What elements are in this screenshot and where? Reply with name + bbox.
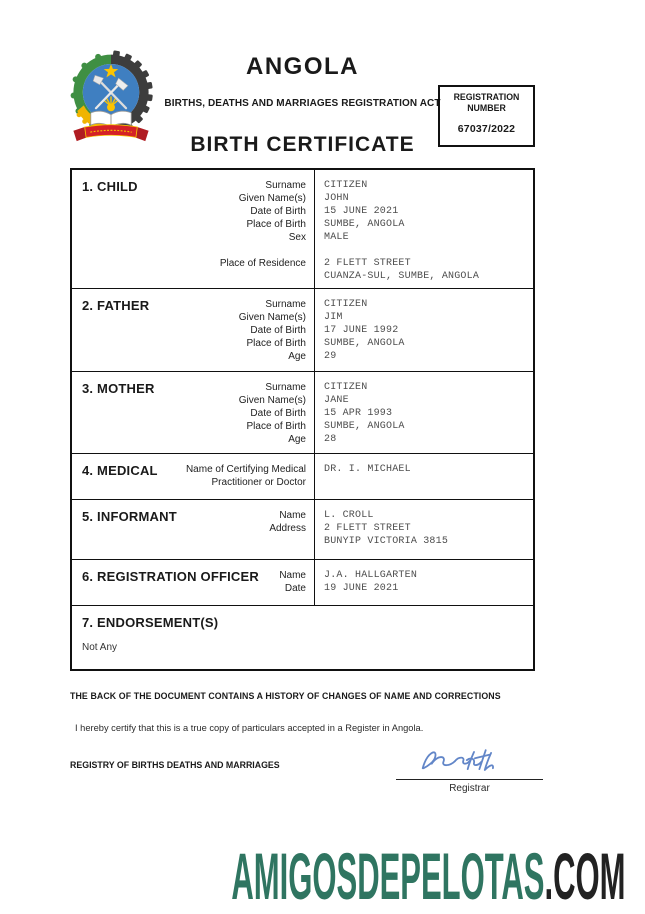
section-title: 3. MOTHER xyxy=(82,381,155,396)
field-label: Place of Birth xyxy=(246,338,306,349)
field-label: Given Name(s) xyxy=(238,395,306,406)
field-value: 15 APR 1993 xyxy=(324,408,393,419)
section-title: 7. ENDORSEMENT(S) xyxy=(82,615,219,630)
section-title: 6. REGISTRATION OFFICER xyxy=(82,569,259,584)
registration-number-box xyxy=(438,85,535,147)
section-mother xyxy=(72,372,533,454)
field-label: Given Name(s) xyxy=(238,312,306,323)
field-label: Practitioner or Doctor xyxy=(211,477,306,488)
field-label: Place of Birth xyxy=(246,421,306,432)
section-registration-officer xyxy=(72,560,533,606)
field-value: 2 FLETT STREET xyxy=(324,523,411,534)
field-label: Date of Birth xyxy=(250,325,306,336)
registration-label-line2: NUMBER xyxy=(467,103,506,113)
registrar-signature-icon xyxy=(410,743,520,779)
watermark-primary: AMIGOSDEPELOTAS xyxy=(230,839,545,913)
field-label: Surname xyxy=(265,180,306,191)
field-value: DR. I. MICHAEL xyxy=(324,464,411,475)
act-subtitle: BIRTHS, DEATHS AND MARRIAGES REGISTRATION ACT xyxy=(164,98,441,109)
field-label: Age xyxy=(288,434,306,445)
section-father xyxy=(72,289,533,372)
section-title: 4. MEDICAL xyxy=(82,463,158,478)
section-endorsements xyxy=(72,606,533,669)
field-value: J.A. HALLGARTEN xyxy=(324,570,418,581)
field-label: Age xyxy=(288,351,306,362)
watermark-logo xyxy=(230,839,625,913)
field-value: JOHN xyxy=(324,193,349,204)
field-label: Name xyxy=(279,570,306,581)
field-value: 15 JUNE 2021 xyxy=(324,206,399,217)
field-label: Sex xyxy=(288,232,306,243)
field-value: 28 xyxy=(324,434,337,445)
field-label: Surname xyxy=(265,382,306,393)
section-informant xyxy=(72,500,533,560)
field-label: Given Name(s) xyxy=(238,193,306,204)
field-label: Name of Certifying Medical xyxy=(185,464,306,475)
field-value: JIM xyxy=(324,312,343,323)
section-child xyxy=(72,170,533,289)
signature-line xyxy=(396,779,543,780)
field-label: Address xyxy=(269,523,306,534)
field-value: CITIZEN xyxy=(324,180,368,191)
field-value: 17 JUNE 1992 xyxy=(324,325,399,336)
field-value: CITIZEN xyxy=(324,299,368,310)
field-value: MALE xyxy=(324,232,349,243)
field-value: 19 JUNE 2021 xyxy=(324,583,399,594)
section-medical xyxy=(72,454,533,500)
registration-number: 67037/2022 xyxy=(457,123,516,135)
field-value: L. CROLL xyxy=(324,510,374,521)
field-value: JANE xyxy=(324,395,349,406)
field-label: Date xyxy=(284,583,306,594)
watermark-suffix: .COM xyxy=(544,839,625,913)
document-title: BIRTH CERTIFICATE xyxy=(190,133,415,156)
field-label: Place of Residence xyxy=(219,258,306,269)
field-label: Name xyxy=(279,510,306,521)
field-value: CITIZEN xyxy=(324,382,368,393)
field-label: Date of Birth xyxy=(250,206,306,217)
registry-label: REGISTRY OF BIRTHS DEATHS AND MARRIAGES xyxy=(70,760,280,770)
field-value: SUMBE, ANGOLA xyxy=(324,421,405,432)
back-of-document-note: THE BACK OF THE DOCUMENT CONTAINS A HISTORY OF CHANGES OF NAME AND CORRECTIONS xyxy=(70,691,501,701)
field-label: Date of Birth xyxy=(250,408,306,419)
field-value: BUNYIP VICTORIA 3815 xyxy=(324,536,449,547)
certify-statement: I hereby certify that this is a true copy of particulars accepted in a Register in Angola. xyxy=(75,723,424,733)
field-value: 2 FLETT STREET xyxy=(324,258,411,269)
field-value: 29 xyxy=(324,351,337,362)
registrar-label: Registrar xyxy=(449,783,490,794)
registration-label-line1: REGISTRATION xyxy=(453,92,520,102)
section-title: 5. INFORMANT xyxy=(82,509,177,524)
field-value: SUMBE, ANGOLA xyxy=(324,338,405,349)
section-title: 2. FATHER xyxy=(82,298,150,313)
field-label: Surname xyxy=(265,299,306,310)
field-value: SUMBE, ANGOLA xyxy=(324,219,405,230)
field-label: Place of Birth xyxy=(246,219,306,230)
section-title: 1. CHILD xyxy=(82,179,138,194)
country-title: ANGOLA xyxy=(246,53,359,80)
endorsement-note: Not Any xyxy=(82,642,118,653)
field-value: CUANZA-SUL, SUMBE, ANGOLA xyxy=(324,271,480,282)
certificate-table xyxy=(70,168,535,671)
